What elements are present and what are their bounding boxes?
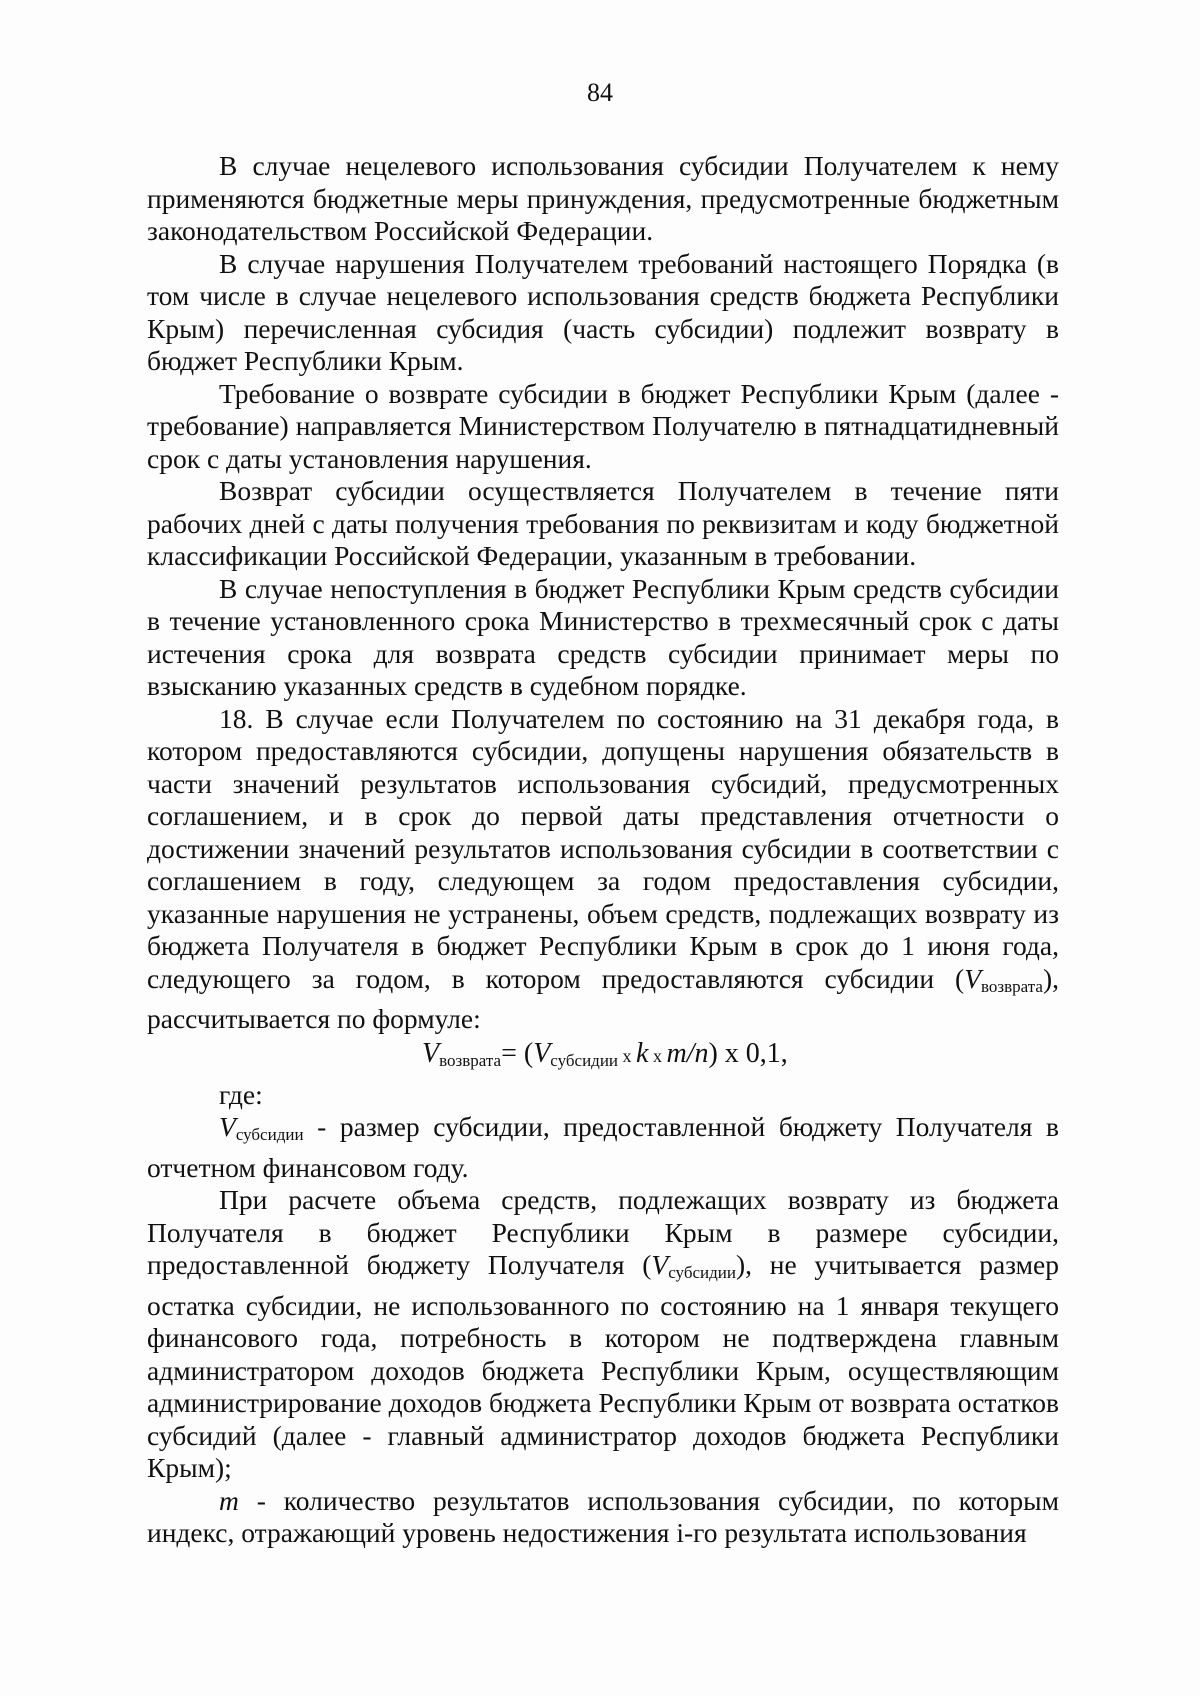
- m-text: - количество результатов использования субсидии, по которым индекс, отражающий уровень недостижения i-го результата использования: [147, 1484, 1059, 1548]
- formula: [147, 1036, 1059, 1079]
- formula-k: k: [636, 1037, 649, 1069]
- var-v-return-subscript: возврата: [981, 976, 1043, 996]
- paragraph: Требование о возврате субсидии в бюджет Республики Крым (далее - требование) направляется Министерством Получателю в пятнадцатидневный срок с даты установления нарушения.: [147, 377, 1059, 474]
- formula-vs: V: [533, 1037, 551, 1069]
- m-var: m: [219, 1484, 239, 1516]
- calc-text-before: При расчете объема средств, подлежащих возврату из бюджета Получателя в бюджет Республики Крым в размере субсидии, предоставленной бюджету Получателя (: [147, 1184, 1059, 1280]
- page-number: 84: [587, 78, 613, 107]
- vsubs-var: V: [219, 1111, 236, 1142]
- vsubs-subscript: субсидии: [235, 1125, 304, 1144]
- vsubs-text: - размер субсидии, предоставленной бюджету Получателя в отчетном финансовом году.: [147, 1111, 1059, 1183]
- formula-equals: = (: [501, 1037, 534, 1069]
- formula-m-over-n: m/n: [666, 1037, 709, 1069]
- paragraph: Возврат субсидии осуществляется Получателем в течение пяти рабочих дней с даты получения требования по реквизитам и коду бюджетной классификации Российской Федерации, указанным в требовании.: [147, 475, 1059, 571]
- formula-multiply: x: [648, 1045, 667, 1066]
- formula-rest: ) x 0,1,: [708, 1037, 788, 1069]
- formula-v-subscript: возврата: [439, 1050, 502, 1070]
- document-body: [147, 150, 1059, 1550]
- formula-multiply: x: [618, 1045, 637, 1066]
- vsubs-definition: [147, 1111, 1059, 1184]
- var-v-return: V: [964, 962, 981, 994]
- paragraph-18-text: 18. В случае если Получателем по состоянию на 31 декабря года, в котором предоставляются субсидии, допущены нарушения обязательств в части значений результатов использования субсидий, предусмотренных соглашением, и в срок до первой даты представления отчетности о достижении значений результатов использования субсидии в соответствии с соглашением в году, следующем за годом предоставления субсидии, указанные нарушения не устранены, объем средств, подлежащих возврату из бюджета Получателя в бюджет Республики Крым в срок до 1 июня года, следующего за годом, в котором предоставляются субсидии (: [147, 702, 1059, 994]
- m-definition: [147, 1485, 1059, 1550]
- paragraph-18-tail: ), рассчитывается по формуле:: [147, 962, 1059, 1034]
- formula-vs-subscript: субсидии: [550, 1050, 619, 1070]
- paragraph: В случае нарушения Получателем требований настоящего Порядка (в том числе в случае нецелевого использования средств бюджета Республики Крым) перечисленная субсидия (часть субсидии) подлежит возврату в бюджет Республики Крым.: [147, 247, 1059, 376]
- calc-paragraph: [147, 1184, 1059, 1485]
- calc-text-after: ), не учитывается размер остатка субсидии, не использованного по состоянию на 1 января текущего финансового года, потребность в котором не подтверждена главным администратором доходов бюджета Республики Крым, осуществляющим администрирование доходов бюджета Республики Крым от возврата остатков субсидий (далее - главный администратор доходов бюджета Республики Крым);: [147, 1249, 1059, 1483]
- paragraph-18: [147, 703, 1059, 1036]
- paragraph: В случае нецелевого использования субсидии Получателем к нему применяются бюджетные меры принуждения, предусмотренные бюджетным законодательством Российской Федерации.: [147, 150, 1059, 246]
- formula-v: V: [422, 1037, 440, 1069]
- calc-var: V: [651, 1249, 669, 1280]
- calc-subscript: субсидии: [668, 1263, 736, 1282]
- where-label: где:: [219, 1078, 263, 1110]
- paragraph: В случае непоступления в бюджет Республики Крым средств субсидии в течение установленного срока Министерство в трехмесячный срок с даты истечения срока для возврата средств субсидии принимает меры по взысканию указанных средств в судебном порядке.: [147, 572, 1059, 701]
